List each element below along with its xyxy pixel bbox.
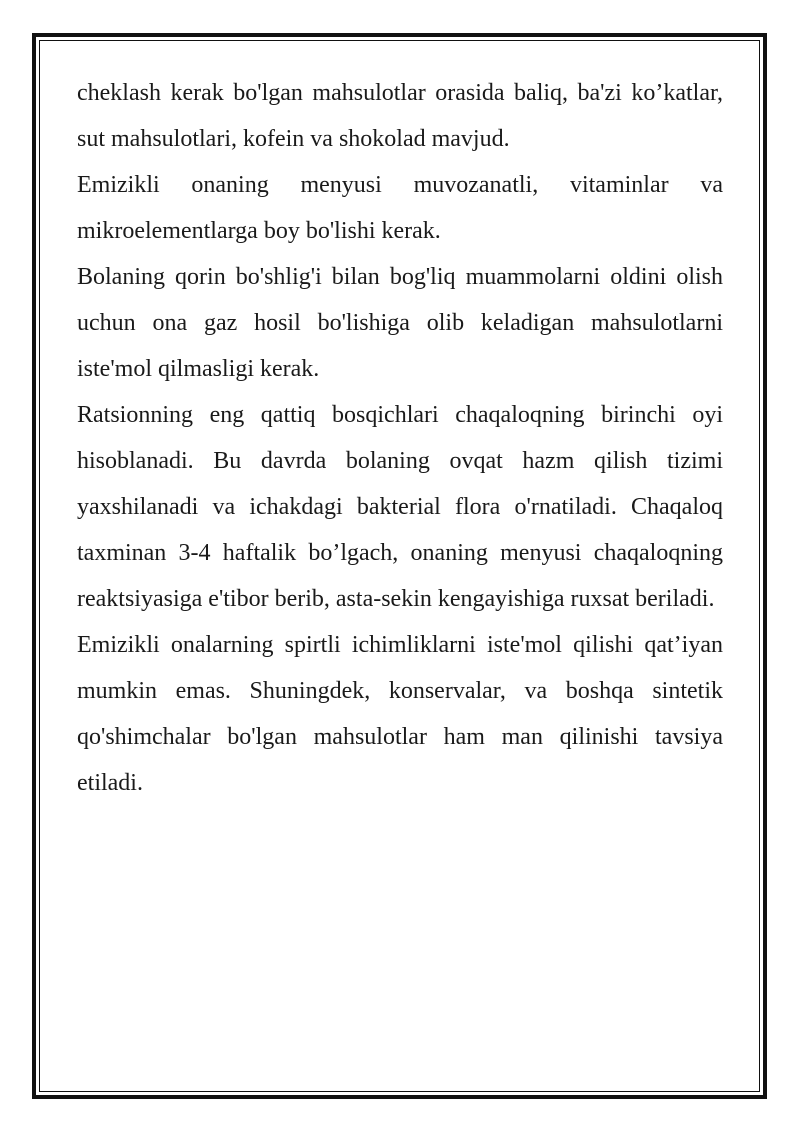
paragraph-4: Ratsionning eng qattiq bosqichlari chaqaloqning birinchi oyi hisoblanadi. Bu davrda bolaning ovqat hazm qilish tizimi yaxshilanadi va ichakdagi bakterial flora o'rnatiladi. Chaqaloq taxminan 3-4 haftalik bo’lgach, onaning menyusi chaqaloqning reaktsiyasiga e'tibor berib, asta-sekin kengayishiga ruxsat beriladi. — [77, 402, 723, 612]
paragraph-2: Emizikli onaning menyusi muvozanatli, vitaminlar va mikroelementlarga boy bo'lishi kerak. — [77, 172, 723, 244]
paragraph-3: Bolaning qorin bo'shlig'i bilan bog'liq muammolarni oldini olish uchun ona gaz hosil bo'lishiga olib keladigan mahsulotlarni iste'mol qilmasligi kerak. — [77, 264, 723, 382]
paragraph-1: cheklash kerak bo'lgan mahsulotlar orasida baliq, ba'zi ko’katlar, sut mahsulotlari, kofein va shokolad mavjud. — [77, 80, 723, 152]
page-body — [77, 70, 723, 806]
paragraph-5: Emizikli onalarning spirtli ichimliklarni iste'mol qilishi qat’iyan mumkin emas. Shuningdek, konservalar, va boshqa sintetik qo'shimchalar bo'lgan mahsulotlar ham man qilinishi tavsiya etiladi. — [77, 632, 723, 796]
